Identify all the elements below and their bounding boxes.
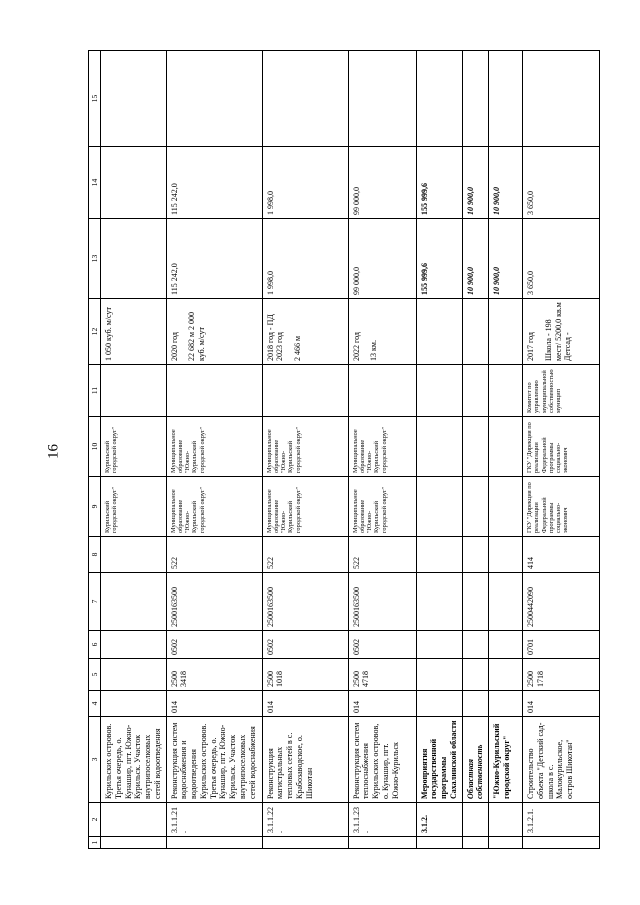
cell-name: Строительство объекта "Детский сад-школа в с. Малокурильское, остров Шикотан" <box>523 717 600 803</box>
cell-amount: 3 650,0 <box>523 147 600 219</box>
cell-amount: 10 900,0 <box>489 219 523 299</box>
cell: 2500 3418 <box>166 659 262 691</box>
cell <box>262 837 348 849</box>
cell <box>101 51 167 147</box>
col-num: 5 <box>89 659 101 691</box>
cell-term <box>348 299 416 365</box>
cell-amount: 115 242,0 <box>166 219 262 299</box>
cell-name: "Южно-Курильский городской округ" <box>489 717 523 803</box>
col-num: 15 <box>89 51 101 147</box>
cell <box>416 691 462 717</box>
cell <box>462 837 489 849</box>
cell-recipient: Муниципальное образование "Южно-Курильский городской округ" <box>262 417 348 477</box>
cell <box>101 365 167 417</box>
term-year: 2022 год <box>351 332 361 361</box>
cell: 522 <box>262 537 348 573</box>
cell-term <box>462 299 489 365</box>
cell-amount: 99 000,0 <box>348 147 416 219</box>
cell <box>101 691 167 717</box>
cell <box>262 51 348 147</box>
table-row <box>416 51 462 849</box>
cell <box>462 691 489 717</box>
cell <box>489 573 523 631</box>
cell-customer: Муниципальное образование "Южно-Курильский городской округ" <box>348 477 416 537</box>
term-capacity: 2 466 м <box>293 335 303 361</box>
cell <box>462 365 489 417</box>
cell-recipient: ГКУ "Дирекция по реализации Федеральной программы социально-экономич <box>523 417 600 477</box>
cell <box>462 573 489 631</box>
term-capacity: Школа - 198 мест/ 5200,0 кв.м Детсад - <box>543 302 573 361</box>
cell-amount: 115 242,0 <box>166 147 262 219</box>
col-num: 12 <box>89 299 101 365</box>
cell-code: 3.1.1.23. <box>348 803 416 837</box>
data-table <box>88 50 600 849</box>
cell <box>101 537 167 573</box>
cell: 014 <box>166 691 262 717</box>
table-row <box>262 51 348 849</box>
table-row <box>489 51 523 849</box>
cell: 0701 <box>523 631 600 659</box>
cell <box>416 51 462 147</box>
cell <box>462 477 489 537</box>
cell <box>348 365 416 417</box>
col-num: 11 <box>89 365 101 417</box>
cell-amount: 1 998,0 <box>262 147 348 219</box>
cell <box>489 51 523 147</box>
cell <box>489 631 523 659</box>
cell <box>101 573 167 631</box>
col-num: 3 <box>89 717 101 803</box>
cell-customer: Муниципальное образование "Южно-Курильский городской округ" <box>166 477 262 537</box>
term-year: 2018 год - ПД 2023 год <box>265 314 285 361</box>
cell-code <box>462 803 489 837</box>
cell: 2500442090 <box>523 573 600 631</box>
cell-customer: Курильский городской округ" <box>101 477 167 537</box>
column-number-row <box>89 51 101 849</box>
cell <box>462 537 489 573</box>
cell-name: Реконструкция систем теплоснабжения Курильских островов, о. Кунашир, пгт. Южно-Курильск <box>348 717 416 803</box>
cell-code: 3.1.1.22. <box>262 803 348 837</box>
cell-code: 3.1.2.1. <box>523 803 600 837</box>
cell-term <box>416 299 462 365</box>
cell-amount: 1 998,0 <box>262 219 348 299</box>
cell <box>523 51 600 147</box>
cell-amount: 99 000,0 <box>348 219 416 299</box>
cell-term <box>101 299 167 365</box>
cell: 2500 4718 <box>348 659 416 691</box>
cell-recipient: Муниципальное образование "Южно-Курильский городской округ" <box>166 417 262 477</box>
cell <box>262 365 348 417</box>
cell-amount: 10 900,0 <box>489 147 523 219</box>
cell: 014 <box>523 691 600 717</box>
cell-customer: ГКУ "Дирекция по реализации Федеральной программы социально-экономич <box>523 477 600 537</box>
table-row <box>348 51 416 849</box>
cell: 0502 <box>262 631 348 659</box>
cell <box>462 659 489 691</box>
table-row <box>166 51 262 849</box>
cell <box>523 837 600 849</box>
cell-amount <box>101 147 167 219</box>
cell-recipient: Курильский городской округ" <box>101 417 167 477</box>
col-num: 7 <box>89 573 101 631</box>
cell-amount: 10 900,0 <box>462 147 489 219</box>
col-num: 13 <box>89 219 101 299</box>
cell-owner: Комитет по управлению муниципальной собственностью муницип <box>523 365 600 417</box>
cell <box>489 691 523 717</box>
cell: 522 <box>348 537 416 573</box>
cell <box>166 837 262 849</box>
cell-code <box>489 803 523 837</box>
cell <box>101 837 167 849</box>
cell-recipient: Муниципальное образование "Южно-Курильский городской округ" <box>348 417 416 477</box>
cell <box>416 837 462 849</box>
cell <box>489 365 523 417</box>
cell-term <box>262 299 348 365</box>
cell <box>416 659 462 691</box>
col-num: 14 <box>89 147 101 219</box>
cell <box>416 365 462 417</box>
cell <box>489 417 523 477</box>
cell <box>101 659 167 691</box>
cell-customer: Муниципальное образование "Южно-Курильский городской округ" <box>262 477 348 537</box>
cell: 0502 <box>166 631 262 659</box>
col-num: 9 <box>89 477 101 537</box>
cell <box>416 573 462 631</box>
cell: 2500 1018 <box>262 659 348 691</box>
term-year: 2017 год <box>526 332 536 361</box>
term-capacity: 13 км. <box>369 340 379 361</box>
col-num: 6 <box>89 631 101 659</box>
rotated-table-container <box>88 51 590 849</box>
cell <box>489 537 523 573</box>
cell-name: Областная собственность <box>462 717 489 803</box>
cell <box>489 837 523 849</box>
cell <box>462 51 489 147</box>
cell: 2500 1718 <box>523 659 600 691</box>
cell: 014 <box>262 691 348 717</box>
cell-term <box>166 299 262 365</box>
term-year: 1 050 куб. м/сут <box>104 307 114 361</box>
col-num: 4 <box>89 691 101 717</box>
cell <box>166 51 262 147</box>
cell <box>101 631 167 659</box>
cell <box>348 837 416 849</box>
term-capacity: 22 682 м 2 000 куб. м/сут <box>187 311 207 361</box>
cell: 0502 <box>348 631 416 659</box>
table-row <box>101 51 167 849</box>
cell-code: 3.1.2. <box>416 803 462 837</box>
cell-name: Мероприятия государственной программы Сахалинской области <box>416 717 462 803</box>
cell <box>166 365 262 417</box>
cell-code: 3.1.1.21. <box>166 803 262 837</box>
cell <box>489 477 523 537</box>
table-row <box>462 51 489 849</box>
cell-name: Реконструкция магистральных тепловых сетей в с. Крабозаводское, о. Шикотан <box>262 717 348 803</box>
cell-amount: 10 900,0 <box>462 219 489 299</box>
cell: 522 <box>166 537 262 573</box>
table-row <box>523 51 600 849</box>
cell-amount: 155 999,6 <box>416 219 462 299</box>
cell: 2500163500 <box>262 573 348 631</box>
cell <box>489 659 523 691</box>
cell-name: Курильских островов. Третья очередь, о. Кунашир, пгт. Южно-Курильск. Участок внутрипоселковых сетей водоотведения <box>101 717 167 803</box>
cell-term <box>489 299 523 365</box>
term-year: 2020 год <box>169 332 179 361</box>
cell <box>416 417 462 477</box>
cell-name: Реконструкция систем водоснабжения и водоотведения Курильских островов. Третья очередь, о. Кунашир, пгт. Южно-Курильск. Участок внутрипоселковых сетей водоснабжения <box>166 717 262 803</box>
cell <box>462 631 489 659</box>
cell-amount <box>101 219 167 299</box>
col-num: 1 <box>89 837 101 849</box>
cell <box>416 477 462 537</box>
cell <box>348 51 416 147</box>
cell <box>416 631 462 659</box>
cell-code <box>101 803 167 837</box>
cell-amount: 3 650,0 <box>523 219 600 299</box>
page-number: 16 <box>45 444 62 459</box>
cell: 2500163500 <box>348 573 416 631</box>
cell: 2500163500 <box>166 573 262 631</box>
cell: 414 <box>523 537 600 573</box>
cell <box>416 537 462 573</box>
cell-term <box>523 299 600 365</box>
col-num: 8 <box>89 537 101 573</box>
cell: 014 <box>348 691 416 717</box>
col-num: 10 <box>89 417 101 477</box>
cell <box>462 417 489 477</box>
col-num: 2 <box>89 803 101 837</box>
cell-amount: 155 999,6 <box>416 147 462 219</box>
